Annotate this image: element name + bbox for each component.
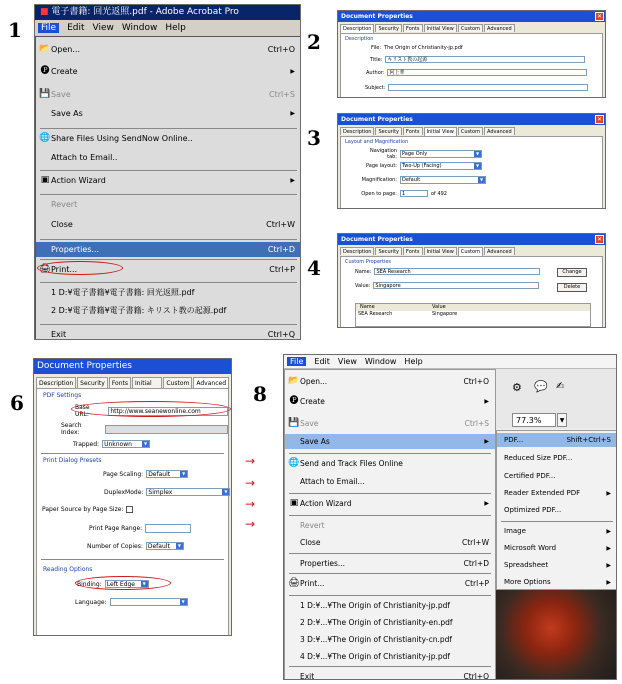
row-name-cell: SEA Research [358, 311, 393, 317]
name-label: Name: [355, 268, 372, 275]
author-label: Author: [366, 69, 385, 76]
file-value: The Origin of Christianity-jp.pdf [384, 45, 463, 51]
menu-separator [289, 553, 491, 554]
menu-item-label: Save As [300, 437, 330, 446]
menu-separator [289, 595, 491, 596]
menu-icon-spacer [288, 600, 300, 611]
trapped-label: Trapped: [73, 440, 100, 448]
magnification-label: Magnification: [361, 177, 397, 183]
step-2-label: 2 [307, 30, 321, 54]
menu-file[interactable]: File [38, 23, 59, 33]
menu-item-1-d-pdf[interactable] [36, 285, 301, 300]
menu-item-send-and-track-files-online[interactable] [285, 456, 495, 471]
zoom-field[interactable]: 77.3% [512, 413, 556, 427]
tab-description[interactable]: Description [36, 377, 76, 388]
menu-item-label: Save [300, 419, 319, 428]
tab-initial-view[interactable]: Initial View [424, 24, 457, 32]
step-3-label: 3 [307, 126, 321, 150]
document-properties-description-dialog [337, 10, 606, 98]
menu-item-more-options[interactable] [497, 575, 617, 589]
menu-icon-spacer [39, 305, 51, 316]
dialog-title-bar: Document Properties [34, 359, 231, 374]
menu-item-label: Attach to Email... [300, 477, 365, 486]
menu-item-label: 2 D:¥電子書籍¥電子書籍: キリスト教の起源.pdf [51, 306, 227, 315]
dialog-title: Document Properties [341, 116, 413, 123]
menu-item-label: Microsoft Word [504, 544, 557, 552]
value-field[interactable]: Singapore [373, 282, 539, 289]
chevron-down-icon[interactable]: ▼ [557, 413, 567, 427]
menu-help[interactable]: Help [404, 357, 423, 366]
custom-properties-table [355, 303, 591, 327]
change-button[interactable]: Change [557, 268, 587, 277]
menu-item-properties[interactable] [36, 242, 301, 257]
menu-item-label: Attach to Email.. [51, 153, 118, 162]
navigation-tab-select[interactable]: Page Only ▼ [400, 150, 482, 158]
tab-description[interactable]: Description [340, 24, 374, 33]
submenu-arrow-icon: ▶ [606, 544, 611, 552]
step-8-label: 8 [253, 382, 267, 406]
menu-icon-spacer [288, 617, 300, 628]
submenu-arrow-icon: ▶ [484, 500, 489, 507]
menu-item-open[interactable] [36, 42, 301, 57]
step-4-label: 4 [307, 256, 321, 280]
tab-custom[interactable]: Custom [458, 127, 483, 135]
comment-icon[interactable]: 💬 [534, 380, 548, 393]
acrobat-file-menu-panel-8 [283, 354, 617, 680]
base-url-highlight-oval [71, 401, 231, 417]
binding-label: Binding: [77, 580, 102, 588]
save-disk-icon: 💾 [288, 418, 300, 428]
menu-separator [289, 666, 491, 667]
duplex-mode-select[interactable]: Simplex ▼ [146, 488, 230, 496]
sign-icon[interactable]: ✍ [556, 381, 565, 392]
menu-item-reader-extended-pdf[interactable] [497, 486, 617, 500]
name-column-header: Name [360, 304, 375, 310]
menu-item-shortcut: Ctrl+O [463, 377, 489, 386]
search-index-label: Search Index: [61, 422, 82, 436]
close-icon[interactable]: ✕ [596, 13, 603, 20]
submenu-arrow-icon: ▶ [290, 68, 295, 75]
menu-icon-spacer [288, 651, 300, 662]
tab-advanced[interactable]: Advanced [484, 24, 515, 32]
menu-item-close[interactable] [36, 217, 301, 232]
menu-item-image[interactable] [497, 524, 617, 538]
tab-security[interactable]: Security [375, 24, 402, 32]
value-column-header: Value [432, 304, 446, 310]
menu-edit[interactable]: Edit [314, 357, 330, 366]
menu-item-label: 3 D:¥...¥The Origin of Christianity-cn.pdf [300, 635, 453, 644]
dialog-body [36, 388, 229, 636]
page-layout-select[interactable]: Two-Up (Facing) ▼ [400, 162, 482, 170]
page-scaling-select[interactable]: Default ▼ [146, 470, 188, 478]
menu-item-shortcut: Ctrl+W [266, 220, 295, 229]
file-menu-dropdown [35, 36, 301, 340]
base-url-field[interactable]: http://www.seanewonline.com [108, 407, 228, 416]
menu-item-label: Close [300, 538, 321, 547]
window-title: 電子書籍: 回光返照.pdf - Adobe Acrobat Pro [51, 7, 239, 17]
document-properties-initial-view-dialog [337, 113, 606, 209]
menu-item-label: Action Wizard [51, 176, 106, 185]
step-1-label: 1 [8, 18, 22, 42]
menu-item-spreadsheet[interactable] [497, 558, 617, 572]
menu-separator [289, 573, 491, 574]
language-select[interactable] [110, 598, 188, 606]
search-index-field[interactable] [105, 425, 228, 434]
section-heading: Description [345, 36, 374, 42]
menu-icon-spacer [39, 152, 51, 163]
menu-item-attach-to-email[interactable] [36, 150, 301, 165]
save-as-submenu [496, 430, 617, 590]
menu-item-save[interactable] [36, 87, 301, 102]
menu-item-properties[interactable] [285, 556, 495, 571]
trapped-select[interactable]: Unknown ▼ [102, 440, 150, 448]
document-properties-advanced-dialog [33, 358, 232, 636]
submenu-arrow-icon: ▶ [606, 527, 611, 535]
menu-separator [40, 170, 297, 171]
menu-item-exit[interactable] [36, 327, 301, 340]
dialog-body [340, 33, 603, 98]
menu-item-microsoft-word[interactable] [497, 541, 617, 555]
page-count: of 492 [431, 190, 447, 197]
menu-item-pdf[interactable] [497, 433, 617, 447]
number-of-copies-select[interactable]: Default ▼ [146, 542, 184, 550]
tab-security[interactable]: Security [77, 377, 108, 388]
menu-separator [40, 239, 297, 240]
submenu-arrow-icon: ▶ [606, 578, 611, 586]
tab-security[interactable]: Security [375, 247, 402, 255]
menu-item-label: Properties... [51, 245, 100, 254]
document-properties-custom-dialog [337, 233, 606, 328]
menu-icon-spacer [39, 329, 51, 340]
submenu-arrow-icon: ▶ [484, 398, 489, 405]
menu-item-shortcut: Shift+Ctrl+S [566, 436, 611, 444]
menu-separator [40, 259, 297, 260]
open-folder-icon: 📂 [39, 44, 51, 54]
menu-item-label: Print... [300, 579, 325, 588]
page-layout-label: Page layout: [366, 163, 397, 169]
menu-item-label: Send and Track Files Online [300, 459, 403, 468]
title-field[interactable]: キリスト教の起源 [385, 56, 585, 63]
menu-item-label: Print... [51, 265, 78, 274]
menu-item-4-d-the-origin-of-christianity-jp-pdf[interactable] [285, 649, 495, 664]
menu-separator [289, 515, 491, 516]
menu-item-action-wizard[interactable] [36, 173, 301, 188]
menu-item-revert[interactable] [36, 197, 301, 212]
menu-file[interactable]: File [287, 357, 306, 366]
window-title-bar [35, 5, 300, 20]
menu-separator [289, 493, 491, 494]
menu-item-shortcut: Ctrl+Q [267, 330, 295, 339]
create-pdf-icon: 🅟 [289, 396, 299, 406]
language-label: Language: [75, 598, 107, 606]
menu-icon-spacer [39, 244, 51, 255]
print-page-range-field[interactable] [145, 524, 191, 533]
menu-item-2-d-the-origin-of-christianity-en-pdf[interactable] [285, 615, 495, 630]
action-wizard-icon: ▣ [40, 175, 50, 185]
value-label: Value: [355, 282, 371, 289]
menu-window[interactable]: Window [121, 23, 158, 33]
menu-icon-spacer [288, 671, 300, 680]
tab-security[interactable]: Security [375, 127, 402, 135]
action-wizard-icon: ▣ [289, 498, 299, 508]
menu-item-certified-pdf[interactable] [497, 469, 617, 483]
menu-item-label: Revert [300, 521, 325, 530]
tab-initial-view[interactable]: Initial View [424, 127, 457, 136]
menu-item-save[interactable] [285, 416, 495, 431]
toolbar [496, 369, 617, 429]
menu-item-label: Exit [300, 672, 315, 680]
menu-item-attach-to-email[interactable] [285, 474, 495, 489]
tab-custom[interactable]: Custom [163, 377, 192, 388]
menu-item-label: Save [51, 90, 71, 99]
acrobat-file-menu-panel-1 [34, 4, 301, 340]
dialog-body [340, 256, 603, 328]
submenu-arrow-icon: ▶ [290, 177, 295, 184]
step-6-label: 6 [10, 391, 24, 415]
menu-icon-spacer [39, 219, 51, 230]
menu-view[interactable]: View [92, 23, 114, 33]
menu-item-label: Certified PDF... [504, 472, 556, 480]
magnification-select[interactable]: Default ▼ [400, 176, 486, 184]
menu-edit[interactable]: Edit [67, 23, 85, 33]
table-row[interactable] [356, 311, 590, 318]
arrow-icon: → [245, 497, 256, 511]
menu-item-action-wizard[interactable] [285, 496, 495, 511]
menu-view[interactable]: View [337, 357, 357, 366]
menu-separator [289, 453, 491, 454]
menu-item-label: More Options [504, 578, 551, 586]
menu-item-label: 1 D:¥電子書籍¥電子書籍: 回光返照.pdf [51, 288, 195, 297]
paper-source-checkbox[interactable] [126, 506, 133, 513]
menu-item-label: Action Wizard [300, 499, 352, 508]
menu-help[interactable]: Help [165, 23, 186, 33]
menu-icon-spacer [288, 537, 300, 548]
tab-advanced[interactable]: Advanced [484, 127, 515, 135]
submenu-arrow-icon: ▶ [290, 110, 295, 117]
menu-item-open[interactable] [285, 374, 495, 389]
menu-item-save-as[interactable] [36, 106, 301, 121]
name-field[interactable]: SEA Research [374, 268, 540, 275]
menu-icon-spacer [39, 108, 51, 119]
arrow-icon: → [245, 517, 256, 531]
menu-item-label: 2 D:¥...¥The Origin of Christianity-en.pdf [300, 618, 453, 627]
duplex-mode-label: DuplexMode: [104, 488, 144, 496]
arrow-icon: → [245, 476, 256, 490]
properties-highlight-oval [37, 261, 123, 275]
menu-icon-spacer [288, 634, 300, 645]
menu-item-shortcut: Ctrl+W [461, 538, 489, 547]
dialog-body [340, 136, 603, 209]
submenu-arrow-icon: ▶ [606, 561, 611, 569]
open-to-page-field[interactable]: 1 [400, 190, 428, 197]
menu-item-label: Share Files Using SendNow Online.. [51, 134, 193, 143]
close-icon[interactable]: ✕ [596, 116, 603, 123]
menu-item-print[interactable] [285, 576, 495, 591]
tab-initial-view[interactable]: Initial [132, 377, 162, 388]
save-disk-icon: 💾 [39, 89, 51, 99]
printer-icon: 🖨 [288, 578, 300, 588]
menu-item-shortcut: Ctrl+P [464, 579, 489, 588]
acrobat-app-icon: ■ [40, 7, 49, 17]
menu-icon-spacer [288, 520, 300, 531]
dialog-title-bar [338, 234, 605, 245]
menu-bar [35, 20, 300, 36]
subject-label: Subject: [365, 84, 386, 91]
menu-item-label: Reader Extended PDF [504, 489, 581, 497]
menu-icon-spacer [288, 476, 300, 487]
create-pdf-icon: 🅟 [40, 66, 50, 76]
menu-item-shortcut: Ctrl+S [268, 90, 295, 99]
menu-item-3-d-the-origin-of-christianity-cn-pdf[interactable] [285, 632, 495, 647]
menu-item-label: 4 D:¥...¥The Origin of Christianity-jp.pdf [300, 652, 451, 661]
menu-item-label: Properties... [300, 559, 346, 568]
open-folder-icon: 📂 [288, 376, 300, 386]
menu-item-2-d-pdf[interactable] [36, 303, 301, 318]
menu-item-label: Close [51, 220, 73, 229]
menu-item-create[interactable] [36, 64, 301, 79]
dialog-title-bar [338, 11, 605, 22]
menu-item-revert[interactable] [285, 518, 495, 533]
dialog-title: Document Properties [341, 236, 413, 243]
binding-highlight-oval [75, 576, 171, 590]
menu-item-1-d-the-origin-of-christianity-jp-pdf[interactable] [285, 598, 495, 613]
tab-advanced[interactable]: Advanced [484, 247, 515, 255]
paper-source-label: Paper Source by Page Size: [42, 506, 124, 513]
divider [41, 453, 224, 454]
arrow-icon: → [245, 454, 256, 468]
share-globe-icon: 🌐 [39, 133, 51, 143]
menu-item-shortcut: Ctrl+D [463, 559, 489, 568]
tab-description[interactable]: Description [340, 247, 374, 255]
tab-custom[interactable]: Custom [458, 24, 483, 32]
title-label: Title: [370, 56, 383, 63]
menu-item-shortcut: Ctrl+P [269, 265, 295, 274]
menu-item-label: Optimized PDF... [504, 506, 562, 514]
dialog-title-bar [338, 114, 605, 125]
menu-item-reduced-size-pdf[interactable] [497, 451, 617, 465]
menu-item-label: 1 D:¥...¥The Origin of Christianity-jp.pdf [300, 601, 451, 610]
menu-separator [40, 194, 297, 195]
tab-fonts[interactable]: Fonts [109, 377, 131, 388]
binding-select[interactable]: Left Edge ▼ [105, 580, 149, 588]
pdf-settings-heading: PDF Settings [43, 392, 82, 399]
menu-item-label: Save As [51, 109, 83, 118]
menu-bar [284, 355, 616, 369]
author-field[interactable]: 阿上華 [387, 69, 587, 76]
menu-item-label: PDF... [504, 436, 524, 444]
menu-item-shortcut: Ctrl+Q [463, 672, 489, 680]
tab-fonts[interactable]: Fonts [403, 24, 423, 32]
menu-icon-spacer [39, 287, 51, 298]
menu-item-shortcut: Ctrl+S [464, 419, 489, 428]
menu-separator [501, 521, 613, 522]
print-presets-heading: Print Dialog Presets [43, 457, 102, 464]
menu-item-label: Reduced Size PDF... [504, 454, 573, 462]
reading-options-heading: Reading Options [43, 566, 93, 573]
document-image [496, 585, 617, 680]
menu-item-optimized-pdf[interactable] [497, 503, 617, 517]
tab-initial-view[interactable]: Initial View [424, 247, 457, 255]
menu-item-exit[interactable] [285, 669, 495, 680]
menu-separator [40, 324, 297, 325]
menu-item-shortcut: Ctrl+D [267, 245, 295, 254]
menu-item-shortcut: Ctrl+O [267, 45, 295, 54]
menu-separator [40, 282, 297, 283]
menu-item-create[interactable] [285, 394, 495, 409]
row-value-cell: Singapore [432, 311, 458, 317]
menu-item-label: Image [504, 527, 526, 535]
base-url-label: Base URL: [75, 404, 90, 418]
menu-item-label: Spreadsheet [504, 561, 549, 569]
tab-description[interactable]: Description [340, 127, 374, 135]
menu-item-label: Create [300, 397, 325, 406]
table-header-row [356, 304, 590, 311]
menu-item-label: Exit [51, 330, 67, 339]
delete-button[interactable]: Delete [557, 283, 587, 292]
menu-item-share-files-using-sendnow-online[interactable] [36, 131, 301, 146]
divider [41, 559, 224, 560]
tab-fonts[interactable]: Fonts [403, 247, 423, 255]
menu-window[interactable]: Window [364, 357, 397, 366]
menu-icon-spacer [288, 436, 300, 447]
menu-separator [40, 128, 297, 129]
section-heading: Custom Properties [345, 259, 392, 265]
number-of-copies-label: Number of Copies: [87, 542, 143, 550]
menu-icon-spacer [288, 558, 300, 569]
tab-fonts[interactable]: Fonts [403, 127, 423, 135]
file-label: File: [371, 45, 382, 51]
share-globe-icon: 🌐 [288, 458, 300, 468]
subject-field[interactable] [388, 84, 588, 91]
printer-icon: 🖨 [39, 264, 51, 274]
menu-item-save-as[interactable] [285, 434, 495, 449]
file-menu-dropdown [284, 369, 496, 680]
settings-gear-icon[interactable]: ⚙ [512, 381, 522, 394]
menu-icon-spacer [39, 199, 51, 210]
tab-advanced[interactable]: Advanced [193, 377, 229, 388]
dialog-title: Document Properties [341, 13, 413, 20]
section-heading: Layout and Magnification [345, 139, 409, 145]
open-to-page-label: Open to page: [361, 190, 397, 197]
page-scaling-label: Page Scaling: [103, 470, 144, 478]
tab-custom[interactable]: Custom [458, 247, 483, 256]
print-page-range-label: Print Page Range: [89, 525, 143, 532]
navigation-tab-label: Navigation tab: [370, 148, 397, 160]
menu-item-label: Revert [51, 200, 78, 209]
menu-item-label: Open... [300, 377, 328, 386]
menu-item-label: Open... [51, 45, 80, 54]
submenu-arrow-icon: ▶ [484, 438, 489, 445]
submenu-arrow-icon: ▶ [606, 489, 611, 497]
close-icon[interactable]: ✕ [596, 236, 603, 243]
menu-item-label: Create [51, 67, 78, 76]
menu-item-close[interactable] [285, 535, 495, 550]
